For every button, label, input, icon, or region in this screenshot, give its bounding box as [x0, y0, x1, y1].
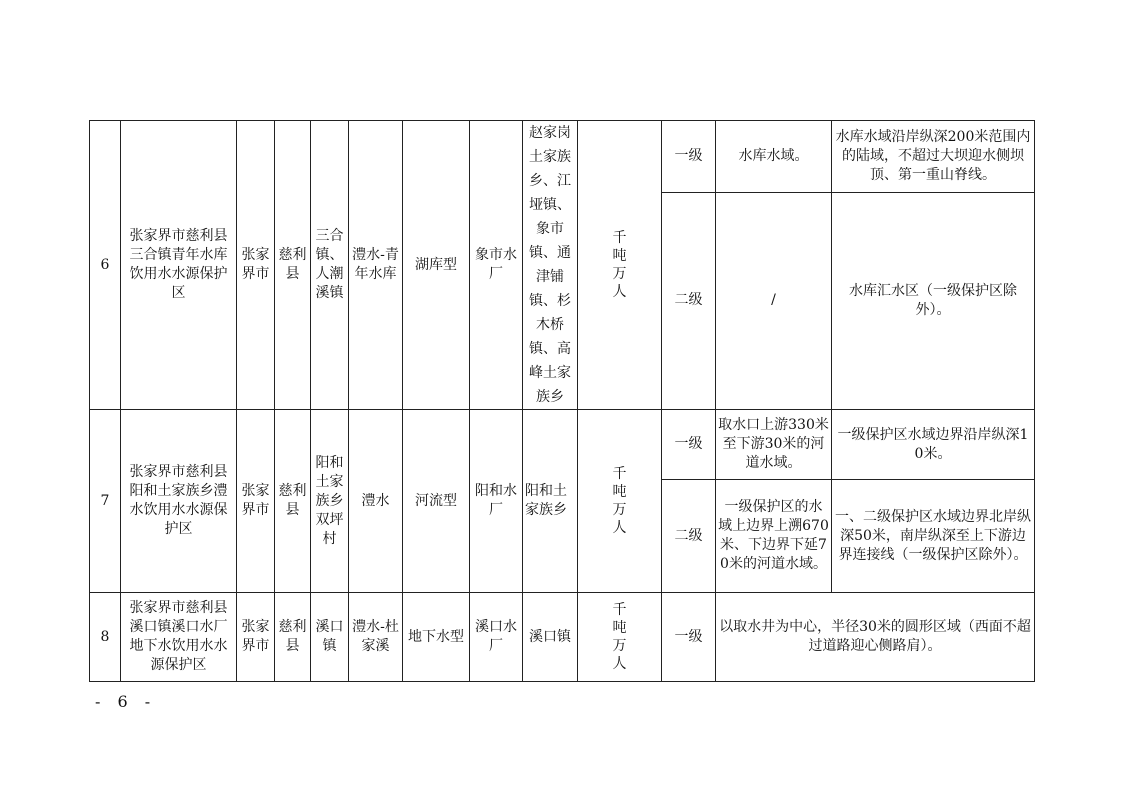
- water-plant-cell: 阳和水厂: [470, 410, 523, 593]
- table-row: [90, 121, 1035, 193]
- city-cell: 张家界市: [237, 410, 275, 593]
- level-cell: 一级: [662, 121, 716, 193]
- scale-cell: [578, 121, 662, 410]
- level-cell: 二级: [662, 480, 716, 593]
- zone-name: 张家界市慈利县三合镇青年水库饮用水水源保护区: [121, 121, 237, 410]
- water-plant-cell: 象市水厂: [470, 121, 523, 410]
- scale-text: 千吨万人: [612, 229, 627, 300]
- level-cell: 一级: [662, 593, 716, 682]
- service-area-cell: 溪口镇: [523, 593, 578, 682]
- row-number: 7: [90, 410, 121, 593]
- water-body-cell: 澧水-青年水库: [349, 121, 403, 410]
- table-row: [90, 593, 1035, 682]
- level-cell: 二级: [662, 192, 716, 409]
- town-cell: 阳和土家族乡双坪村: [311, 410, 349, 593]
- water-plant-cell: 溪口水厂: [470, 593, 523, 682]
- town-cell: 溪口镇: [311, 593, 349, 682]
- town-cell: 三合镇、人潮溪镇: [311, 121, 349, 410]
- land-area-cell: 一、二级保护区水域边界北岸纵深50米，南岸纵深至上下游边界连接线（一级保护区除外）。: [832, 480, 1035, 593]
- zone-name: 张家界市慈利县阳和土家族乡澧水饮用水水源保护区: [121, 410, 237, 593]
- scale-cell: [578, 593, 662, 682]
- water-source-protection-table: [89, 120, 1035, 682]
- service-area-cell: 阳和土家族乡: [523, 410, 578, 593]
- page-number: - 6 -: [95, 692, 157, 711]
- county-cell: 慈利县: [275, 410, 311, 593]
- water-area-cell: 一级保护区的水域上边界上溯670米、下边界下延70米的河道水域。: [716, 480, 832, 593]
- table-row: [90, 410, 1035, 480]
- row-number: 8: [90, 593, 121, 682]
- water-body-cell: 澧水: [349, 410, 403, 593]
- row-number: 6: [90, 121, 121, 410]
- level-cell: 一级: [662, 410, 716, 480]
- source-type-cell: 湖库型: [403, 121, 470, 410]
- source-type-cell: 河流型: [403, 410, 470, 593]
- source-type-cell: 地下水型: [403, 593, 470, 682]
- land-area-cell: 水库水域沿岸纵深200米范围内的陆域，不超过大坝迎水侧坝顶、第一重山脊线。: [832, 121, 1035, 193]
- land-area-cell: 一级保护区水域边界沿岸纵深10米。: [832, 410, 1035, 480]
- land-area-cell: 水库汇水区（一级保护区除外）。: [832, 192, 1035, 409]
- county-cell: 慈利县: [275, 593, 311, 682]
- scale-cell: [578, 410, 662, 593]
- zone-name: 张家界市慈利县溪口镇溪口水厂地下水饮用水水源保护区: [121, 593, 237, 682]
- water-area-cell: 水库水域。: [716, 121, 832, 193]
- water-body-cell: 澧水-杜家溪: [349, 593, 403, 682]
- water-area-cell: 取水口上游330米至下游30米的河道水域。: [716, 410, 832, 480]
- scale-text: 千吨万人: [612, 601, 627, 672]
- city-cell: 张家界市: [237, 121, 275, 410]
- protection-area-cell: 以取水井为中心，半径30米的圆形区域（西面不超过道路迎心侧路肩）。: [716, 593, 1035, 682]
- water-area-cell: /: [716, 192, 832, 409]
- scale-text: 千吨万人: [612, 465, 627, 536]
- service-area-cell: 赵家岗土家族乡、江垭镇、象市镇、通津铺镇、杉木桥镇、高峰土家族乡: [523, 121, 578, 410]
- city-cell: 张家界市: [237, 593, 275, 682]
- county-cell: 慈利县: [275, 121, 311, 410]
